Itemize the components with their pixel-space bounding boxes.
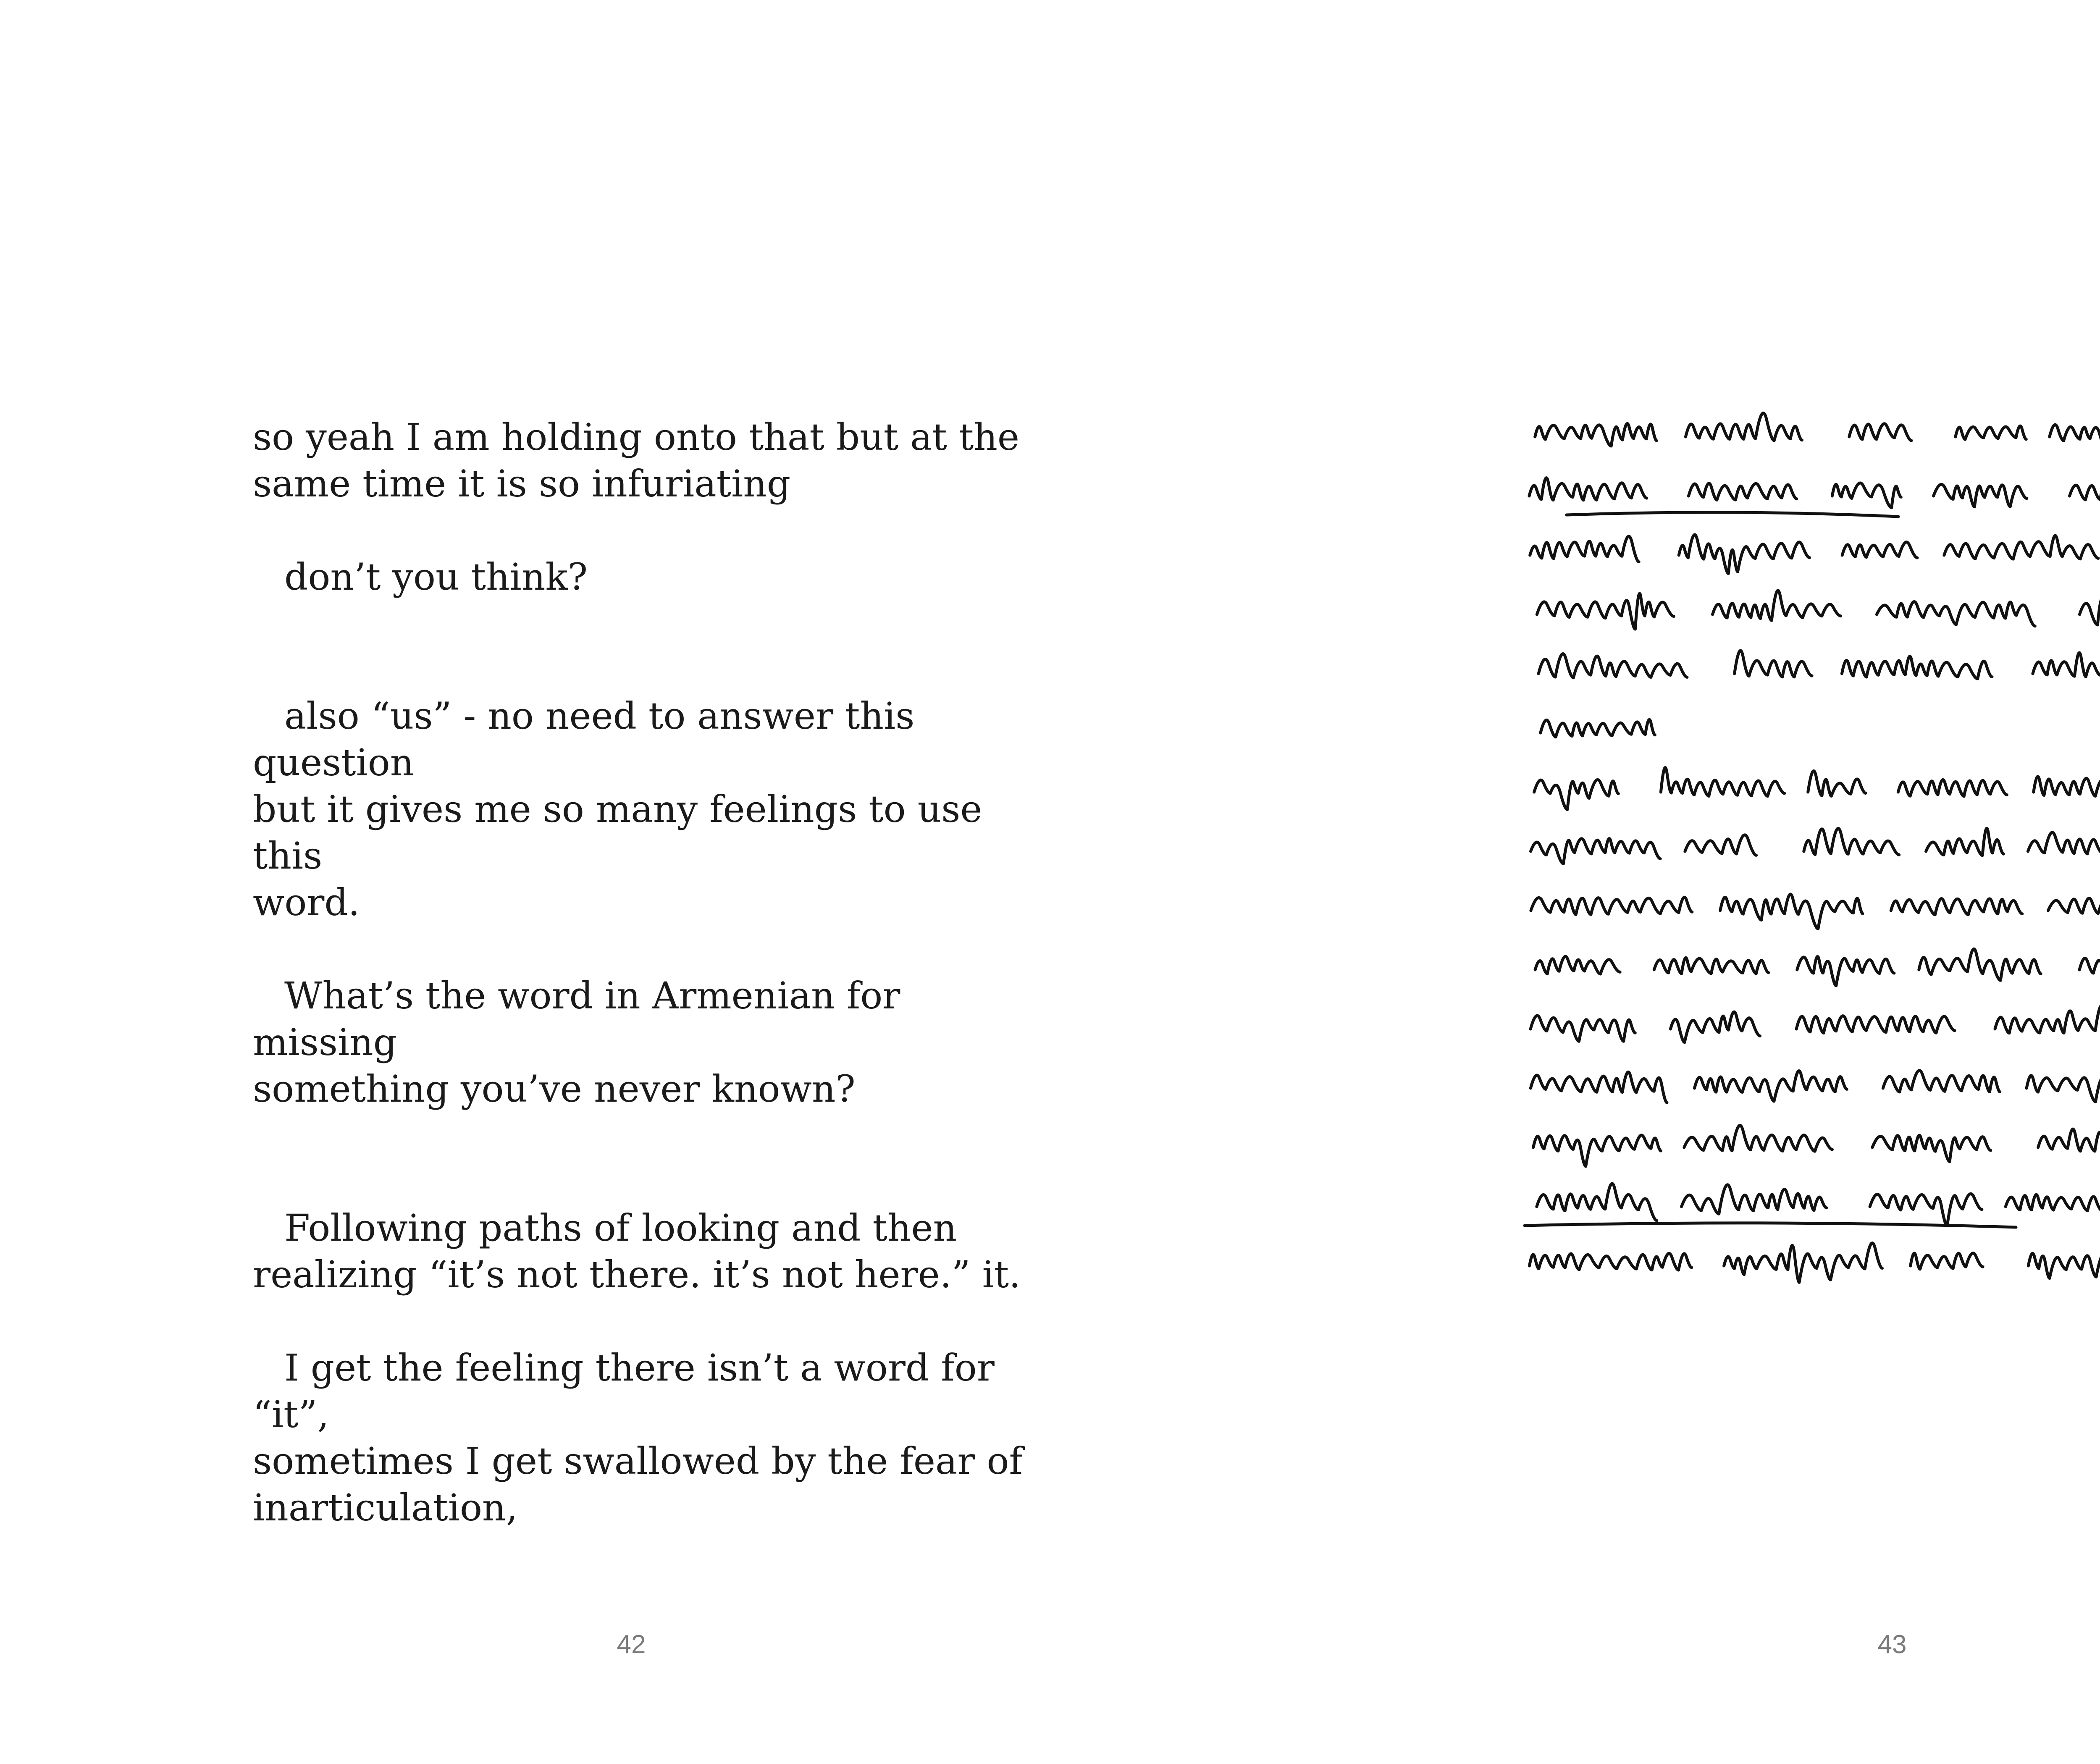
handwritten-line bbox=[1530, 535, 2100, 573]
handwritten-line bbox=[1531, 828, 2100, 864]
handwritten-line bbox=[1530, 1066, 2100, 1107]
paragraph: also “us” - no need to answer this question but it gives me so many feelings to use this word. bbox=[253, 694, 982, 924]
handwriting-drawing bbox=[1520, 403, 2100, 1348]
page-number-left: 42 bbox=[617, 1630, 646, 1659]
handwritten-line bbox=[1534, 768, 2100, 810]
handwritten-line bbox=[1530, 1243, 2100, 1283]
handwritten-line bbox=[1533, 1125, 2100, 1166]
paragraph: What’s the word in Armenian for missing something you’ve never known? bbox=[253, 974, 900, 1110]
handwritten-line bbox=[1538, 651, 2100, 679]
paragraph: I get the feeling there isn’t a word for “it”, sometimes I get swallowed by the fear of inarticulation, bbox=[253, 1346, 1023, 1529]
handwritten-line bbox=[1525, 1184, 2100, 1227]
handwritten-line bbox=[1531, 891, 2100, 929]
handwritten-line bbox=[1535, 413, 2100, 448]
paragraph: Following paths of looking and then realizing “it’s not there. it’s not here.” it. bbox=[253, 1206, 1021, 1296]
paragraph: so yeah I am holding onto that but at the same time it is so infuriating bbox=[253, 415, 1019, 505]
handwritten-line bbox=[1541, 719, 1655, 737]
handwritten-line bbox=[1529, 474, 2100, 517]
handwritten-line bbox=[1537, 591, 2100, 629]
handwritten-line bbox=[1535, 949, 2100, 986]
poem-text bbox=[253, 414, 1051, 1531]
right-page bbox=[1260, 0, 2100, 1764]
paragraph: don’t you think? bbox=[284, 555, 588, 598]
handwritten-armenian-note bbox=[1520, 403, 2100, 1348]
handwritten-line bbox=[1530, 1005, 2100, 1048]
page-number-right: 43 bbox=[1877, 1630, 1907, 1659]
